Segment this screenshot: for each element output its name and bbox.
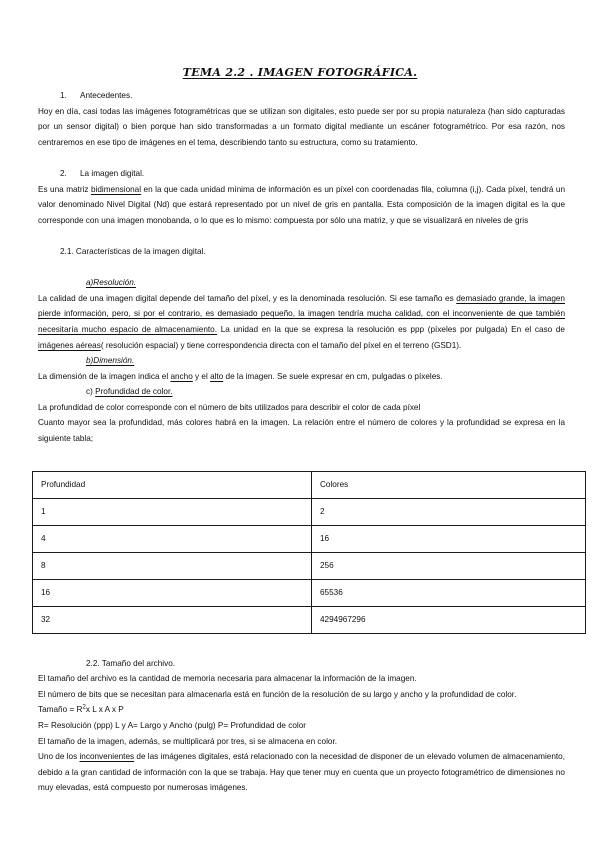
text-run: Es una matriz (38, 184, 91, 194)
column-header-profundidad: Profundidad (33, 471, 312, 498)
underlined-calidad-pixel: demasiado grande, la imagen pierde información, pero, si por el contrario, es demasiado pequeño, la imagen tendría mucha calidad, con el inconveniente de que también necesitaría mucho espacio de almacenamiento. (38, 293, 565, 334)
formula-part: x L x A x P (85, 705, 124, 715)
heading-dimension (38, 353, 565, 369)
table-row (33, 498, 586, 525)
heading-resolucion (38, 275, 565, 291)
heading-resolucion-label: a)Resolución. (86, 278, 137, 288)
cell-profundidad: 8 (33, 552, 312, 579)
text-run: y el (192, 371, 211, 381)
formula-legend: R= Resolución (ppp) L y A= Largo y Ancho (pulg) P= Profundidad de color (38, 721, 306, 731)
underlined-ancho: ancho (170, 371, 193, 381)
heading-tamano-archivo: 2.2. Tamaño del archivo. (86, 658, 176, 668)
paragraph-resolucion (38, 291, 565, 353)
paragraph-antecedentes: Hoy en día, casi todas las imágenes fotogramétricas que se utilizan son digitales, esto puede ser por su propia naturaleza (han sido capturadas por un sensor digital) o bien porque han sido transformadas a un formato digital mediante un escáner fotogramétrico. Por esa razón, nos centraremos en ese tipo de imágenes en el tema, describiendo tanto su estructura, como su tratamiento. (38, 106, 565, 147)
paragraph-profundidad-1: La profundidad de color corresponde con el número de bits utilizados para describir el color de cada píxel (38, 402, 421, 412)
heading-antecedentes-number: 1. (60, 91, 67, 100)
formula-part: Tamaño = R (38, 705, 83, 715)
cell-colores: 256 (312, 552, 586, 579)
heading-dimension-label: b)Dimensión. (86, 356, 135, 366)
underlined-imagenes-aereas: imágenes aéreas (38, 340, 101, 350)
heading-imagen-digital-label: La imagen digital. (80, 168, 145, 178)
table-body (33, 471, 586, 633)
cell-profundidad: 4 (33, 525, 312, 552)
text-run: La unidad en la que se expresa la resolución es ppp (píxeles por pulgada) En el caso de (217, 324, 565, 334)
text-run: en la que cada unidad mínima de información es un píxel con coordenadas fila, columna (i,j). Cada píxel, tendrá un valor denominado Nivel Digital (Nd) que estará representado por un nivel de gris en pantalla. Esta composición de la imagen digital es la que corresponde con una imagen monobanda, o lo que es lo mismo: compuesta por sólo una matriz, y que se visualizará en niveles de gris (38, 184, 565, 225)
spacer (38, 260, 565, 276)
text-run: La calidad de una imagen digital depende del tamaño del píxel, y es la denominada resolución. Si ese tamaño es (38, 293, 457, 303)
text-run: La dimensión de la imagen indica el (38, 371, 171, 381)
text-run: Uno de los (38, 752, 80, 762)
document-body (38, 88, 565, 796)
text-run: de las imágenes digitales, está relacionado con la necesidad de disponer de un elevado volumen de almacenamiento, debido a la gran cantidad de información con la que se trabaja. Hay que tener muy en cuenta que un proyecto fotogramétrico de dimensiones no muy elevadas, está compuesto por numerosas imágenes. (38, 752, 565, 793)
paragraph-profundidad-2: Cuanto mayor sea la profundidad, más colores habrá en la imagen. La relación entre el número de colores y la profundidad se expresa en la siguiente tabla; (38, 418, 565, 444)
formula-exponent: 2 (82, 703, 86, 711)
spacer (38, 150, 565, 166)
depth-colors-table-wrapper (32, 471, 567, 634)
heading-imagen-digital-number: 2. (60, 168, 67, 178)
heading-imagen-digital (38, 166, 565, 182)
paragraph-tamano-2: El número de bits que se necesitan para almacenarla está en función de la resolución de su largo y ancho y la profundidad de color. (38, 689, 517, 699)
spacer (38, 228, 565, 244)
cell-profundidad: 16 (33, 579, 312, 606)
paragraph-dimension (38, 369, 565, 385)
column-header-colores: Colores (312, 471, 586, 498)
depth-colors-table (32, 471, 586, 634)
heading-profundidad-color-label: Profundidad de color. (95, 387, 173, 397)
table-row (33, 579, 586, 606)
cell-colores: 65536 (312, 579, 586, 606)
cell-profundidad: 32 (33, 606, 312, 633)
table-row (33, 606, 586, 633)
formula-tamano (38, 702, 565, 718)
paragraph-tamano-3: El tamaño de la imagen, además, se multiplicará por tres, si se almacena en color. (38, 736, 337, 746)
heading-profundidad-color-number: c) (86, 387, 96, 397)
cell-colores: 2 (312, 498, 586, 525)
paragraph-imagen-digital (38, 182, 565, 229)
cell-profundidad: 1 (33, 498, 312, 525)
cell-colores: 16 (312, 525, 586, 552)
underlined-alto: alto (210, 371, 224, 381)
table-row (33, 552, 586, 579)
heading-profundidad-color (38, 384, 565, 400)
text-run: de la imagen. Se suele expresar en cm, pulgadas o píxeles. (223, 371, 443, 381)
heading-caracteristicas: 2.1. Características de la imagen digital. (60, 246, 206, 256)
page-title: TEMA 2.2 . IMAGEN FOTOGRÁFICA. (182, 66, 418, 79)
heading-antecedentes-label: Antecedentes. (80, 91, 133, 100)
paragraph-tamano-1: El tamaño del archivo es la cantidad de memoria necesaria para almacenar la información de la imagen. (38, 674, 417, 684)
cell-colores: 4294967296 (312, 606, 586, 633)
table-row (33, 525, 586, 552)
underlined-bidimensional: bidimensional (90, 184, 142, 194)
paragraph-inconvenientes (38, 749, 565, 796)
table-header-row (33, 471, 586, 498)
underlined-inconvenientes: inconvenientes (79, 752, 135, 762)
heading-antecedentes (38, 88, 565, 104)
text-run: ( resolución espacial) y tiene correspondencia directa con el tamaño del píxel en el terreno (GSD1). (100, 340, 462, 350)
